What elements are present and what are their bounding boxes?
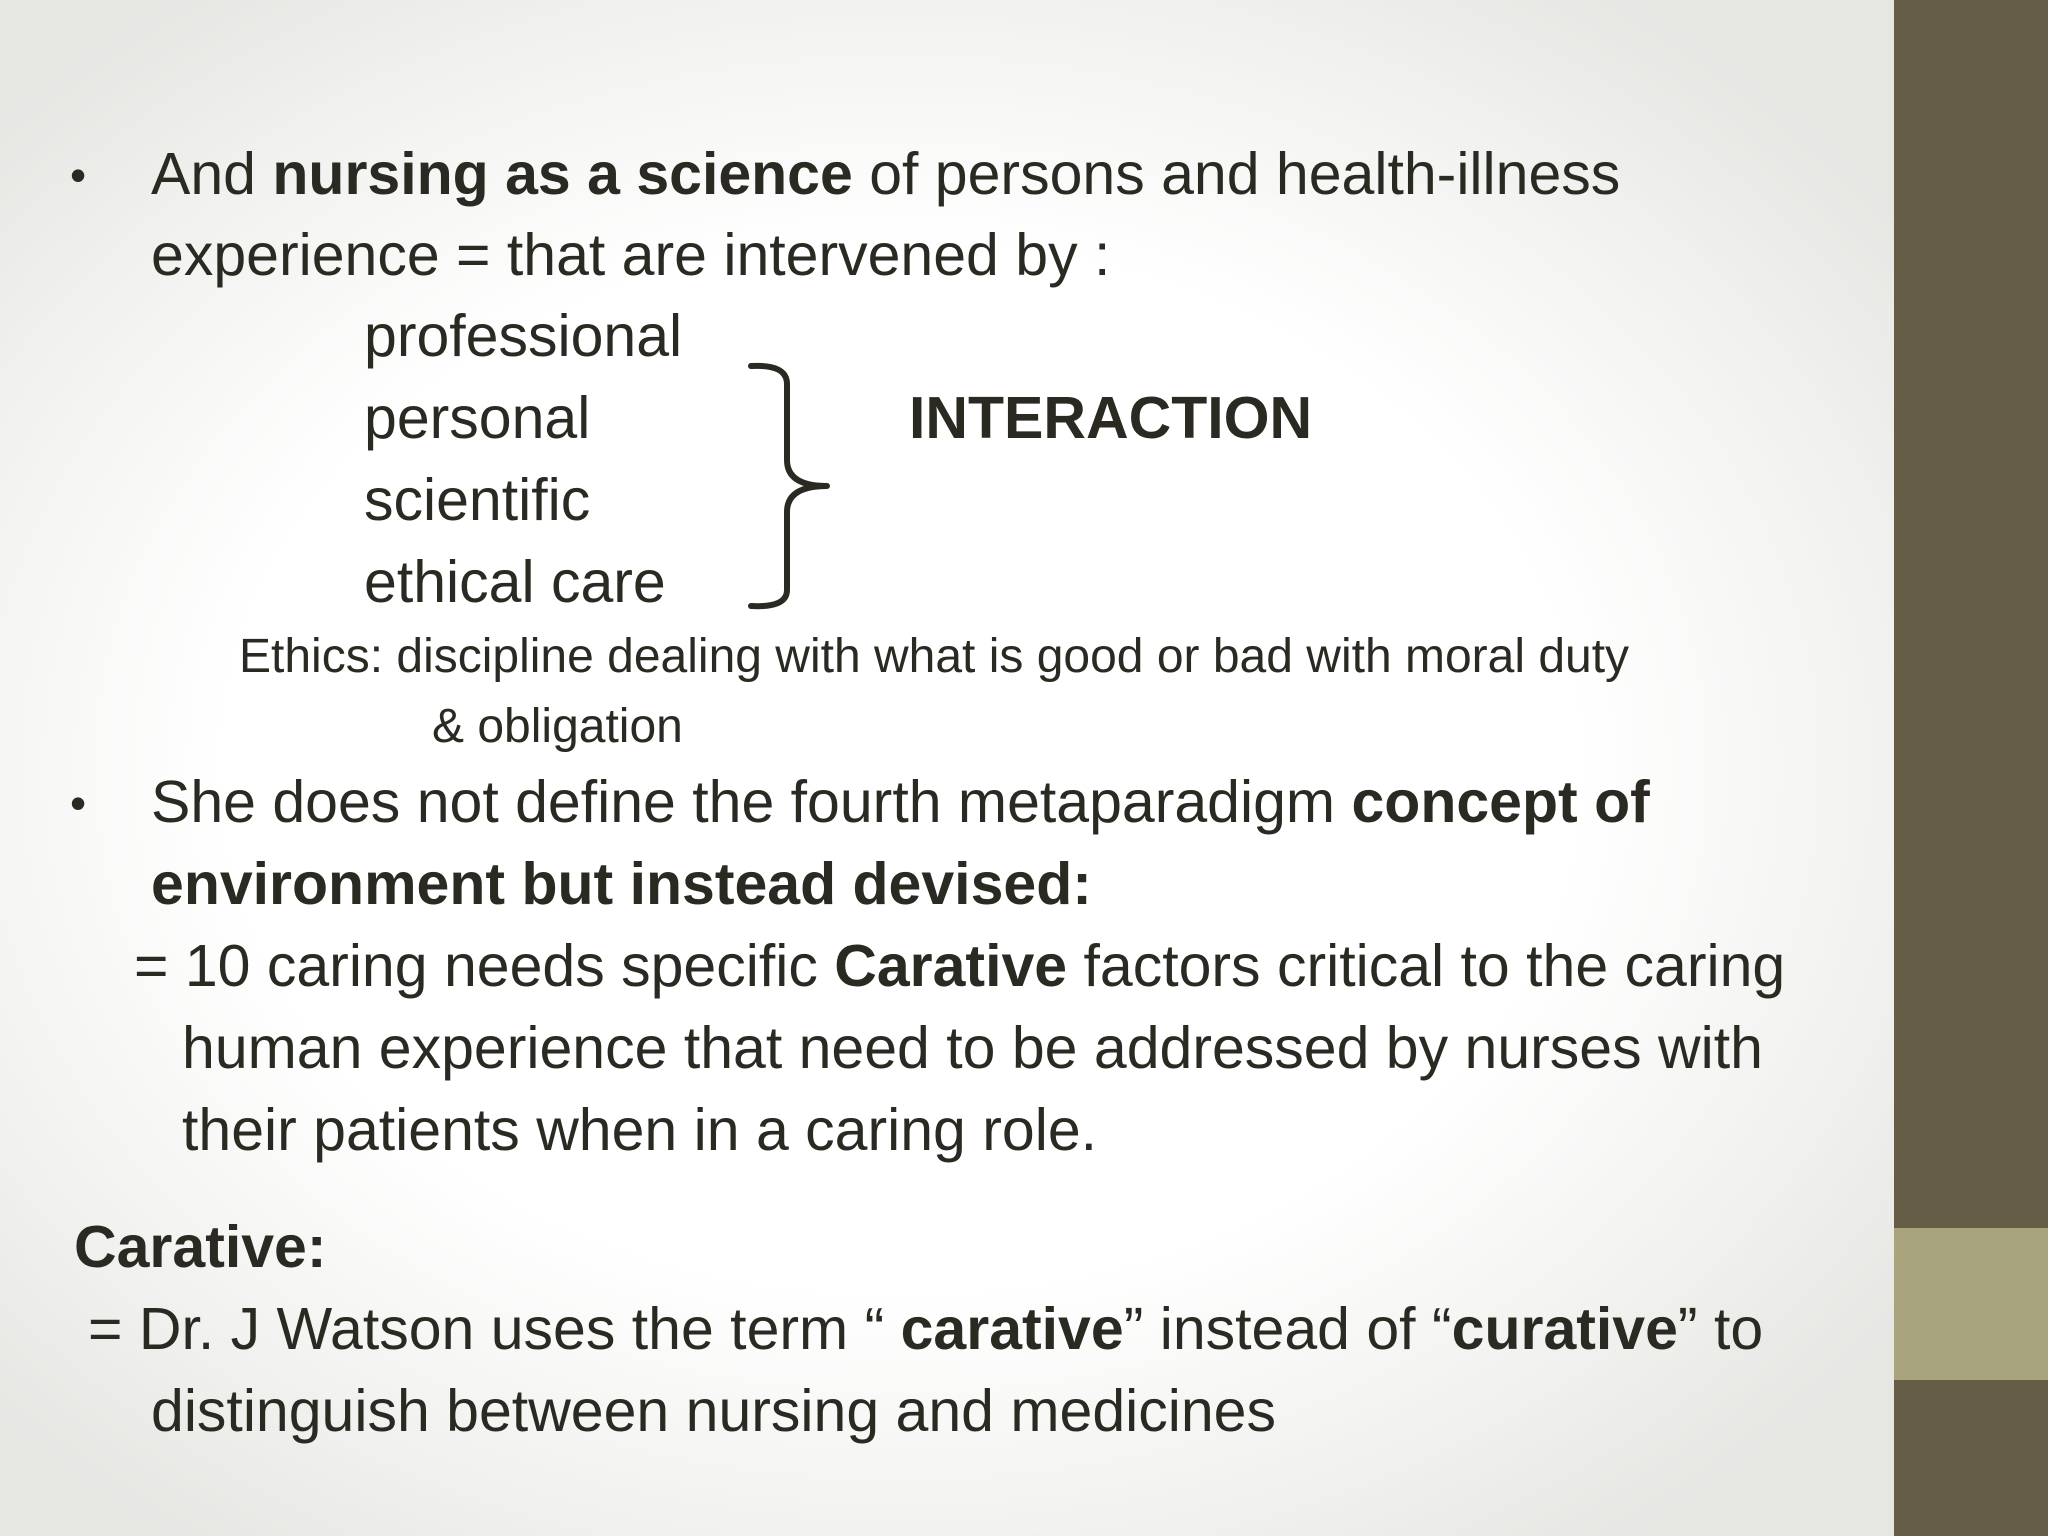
ethics-definition-line2: & obligation (432, 700, 683, 753)
intervention-item: scientific (364, 467, 591, 533)
bullet-marker: • (70, 777, 87, 829)
intervention-item: professional (364, 303, 683, 369)
bullet2-line5: their patients when in a caring role. (182, 1097, 1098, 1163)
bullet2-line2: environment but instead devised: (151, 851, 1092, 917)
bullet-marker: • (70, 149, 87, 201)
intervention-item: ethical care (364, 549, 666, 615)
carative-heading: Carative: (74, 1214, 327, 1280)
bullet2-line4: human experience that need to be addressed by nurses with (182, 1015, 1763, 1081)
carative-definition-line2: distinguish between nursing and medicines (151, 1378, 1276, 1444)
bullet1-line1: And nursing as a science of persons and health-illness (151, 141, 1621, 207)
sidebar-accent-band (1894, 1228, 2048, 1380)
carative-definition-line1: = Dr. J Watson uses the term “ carative” instead of “curative” to (88, 1296, 1764, 1362)
interaction-label: INTERACTION (909, 385, 1313, 451)
bullet1-line2: experience = that are intervened by : (151, 222, 1111, 288)
bullet2-line3: = 10 caring needs specific Carative factors critical to the caring (134, 933, 1786, 999)
right-brace-icon (745, 362, 845, 612)
intervention-item: personal (364, 385, 591, 451)
ethics-definition-line1: Ethics: discipline dealing with what is good or bad with moral duty (239, 630, 1630, 683)
bullet2-line1: She does not define the fourth metaparadigm concept of (151, 769, 1650, 835)
